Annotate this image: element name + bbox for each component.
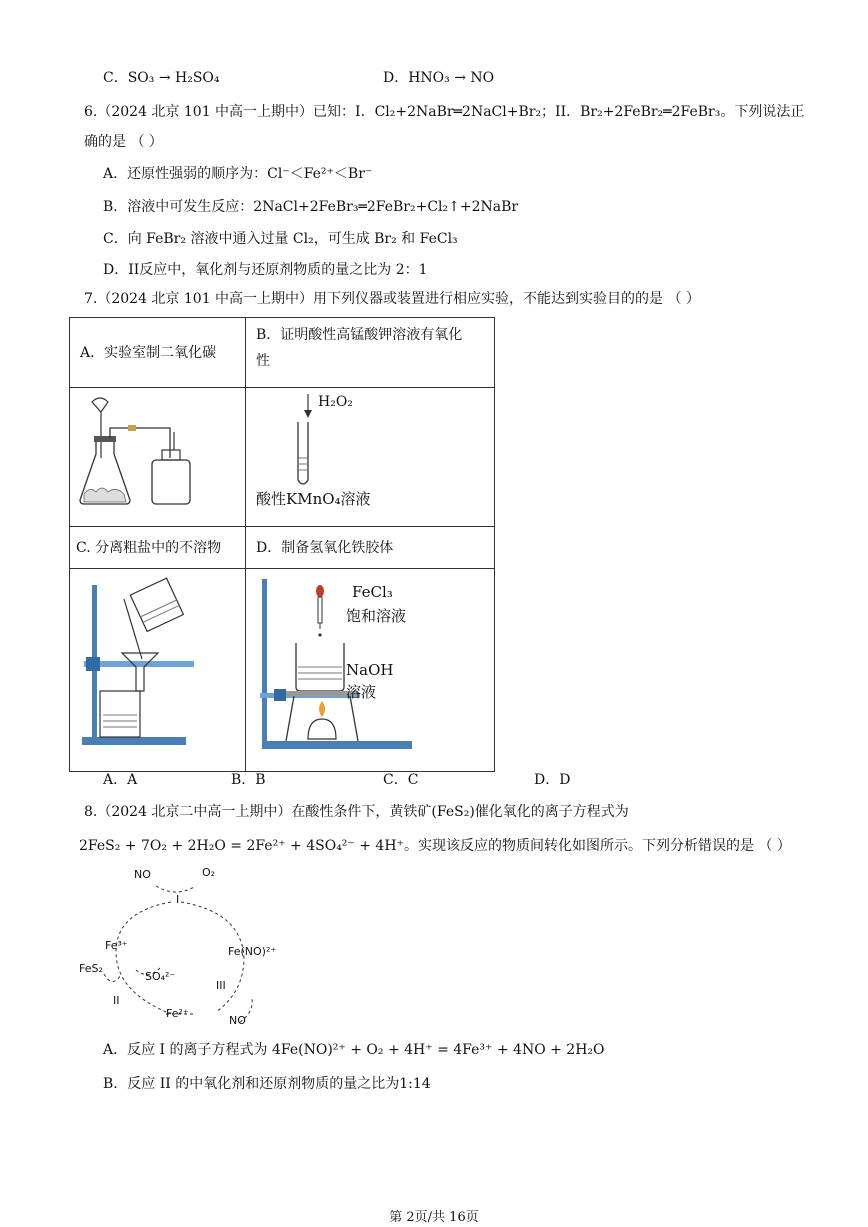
page-footer: 第 2页/共 16页 xyxy=(389,1210,479,1225)
diagram-fe2: Fe²⁺ xyxy=(166,1007,189,1020)
q7-cell-d-label: D．制备氢氧化铁胶体 xyxy=(256,540,394,556)
q7-cell-b-label-1: B．证明酸性高锰酸钾溶液有氧化 xyxy=(256,327,463,343)
q7-option-d: D．D xyxy=(534,772,571,788)
q7-cell-b-label-2: 性 xyxy=(256,353,270,369)
q7-option-a: A．A xyxy=(103,772,138,788)
q7-option-b: B．B xyxy=(231,772,266,788)
diagram-o2: O₂ xyxy=(202,866,216,879)
naoh-solution-label: 溶液 xyxy=(346,683,377,701)
diagram-so4: SO₄²⁻ xyxy=(145,970,176,983)
naoh-label: NaOH xyxy=(346,661,394,679)
q6-option-c: C．向 FeBr₂ 溶液中通入过量 Cl₂，可生成 Br₂ 和 FeCl₃ xyxy=(103,231,458,247)
diagram-reaction-2: II xyxy=(113,994,120,1007)
q7-cell-d-header xyxy=(246,527,495,569)
q7-cell-a-figure xyxy=(70,388,246,527)
q8-stem-line2: 2FeS₂ + 7O₂ + 2H₂O = 2Fe²⁺ + 4SO₄²⁻ + 4H⁺。实现该反应的物质间转化如图所示。下列分析错误的是 （ ） xyxy=(79,838,791,854)
filtration-apparatus xyxy=(70,569,245,767)
q7-option-c: C．C xyxy=(383,772,419,788)
q7-experiment-table xyxy=(69,317,495,772)
q8-option-b: B．反应 II 的中氧化剂和还原剂物质的量之比为1:14 xyxy=(103,1076,431,1092)
q7-cell-b-header xyxy=(246,318,495,388)
diagram-no-out: NO xyxy=(134,868,151,881)
diagram-no-in: NO xyxy=(229,1014,246,1027)
q7-cell-a-label: A．实验室制二氧化碳 xyxy=(80,345,217,361)
saturated-solution-label: 饱和溶液 xyxy=(346,607,407,625)
q5-option-d: D．HNO₃ → NO xyxy=(383,70,495,86)
diagram-reaction-1: I xyxy=(176,893,180,906)
q7-stem: 7.（2024 北京 101 中高一上期中）用下列仪器或装置进行相应实验，不能达到实验目的的是 （ ） xyxy=(84,291,700,307)
h2o2-label: H₂O₂ xyxy=(318,394,353,410)
q6-option-a: A．还原性强弱的顺序为：Cl⁻＜Fe²⁺＜Br⁻ xyxy=(103,166,373,182)
kmno4-label: 酸性KMnO₄溶液 xyxy=(256,490,371,508)
q7-cell-c-figure xyxy=(70,569,246,772)
diagram-reaction-3: III xyxy=(216,979,226,992)
q7-cell-b-figure xyxy=(246,388,495,527)
q7-cell-c-header xyxy=(70,527,246,569)
q6-option-d: D．II反应中，氧化剂与还原剂物质的量之比为 2：1 xyxy=(103,262,428,278)
diagram-fes2: FeS₂ xyxy=(79,962,103,975)
fecl3-label: FeCl₃ xyxy=(352,583,393,601)
q7-cell-d-figure xyxy=(246,569,495,772)
q8-option-a: A．反应 I 的离子方程式为 4Fe(NO)²⁺ + O₂ + 4H⁺ = 4Fe³⁺ + 4NO + 2H₂O xyxy=(103,1042,605,1058)
diagram-fe3: Fe³⁺ xyxy=(105,939,128,952)
q7-cell-a-header xyxy=(70,318,246,388)
q7-cell-c-label: C. 分离粗盐中的不溶物 xyxy=(76,540,222,556)
q6-stem-line2: 确的是 （ ） xyxy=(84,134,163,150)
q5-option-c: C．SO₃ → H₂SO₄ xyxy=(103,70,220,86)
co2-generation-apparatus xyxy=(70,388,245,522)
q8-stem-line1: 8.（2024 北京二中高一上期中）在酸性条件下，黄铁矿(FeS₂)催化氧化的离子方程式为 xyxy=(84,804,629,820)
q6-option-b: B．溶液中可发生反应：2NaCl+2FeBr₃═2FeBr₂+Cl₂↑+2NaBr xyxy=(103,199,519,215)
q6-stem-line1: 6.（2024 北京 101 中高一上期中）已知：I．Cl₂+2NaBr═2NaCl+Br₂；II．Br₂+2FeBr₂═2FeBr₃。下列说法正 xyxy=(84,104,805,120)
diagram-feno: Fe(NO)²⁺ xyxy=(228,945,277,958)
